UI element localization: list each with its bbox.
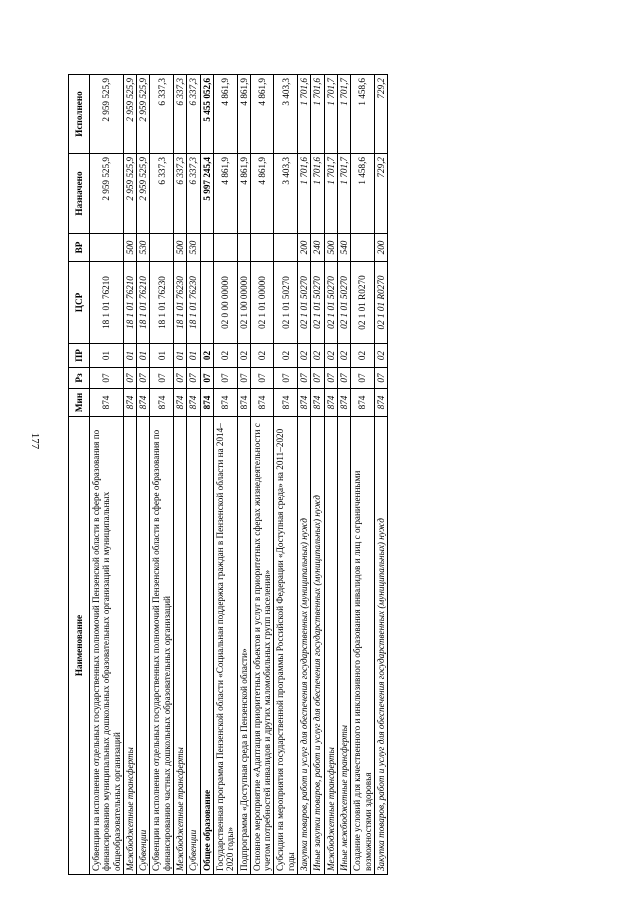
- cell-min: 874: [311, 389, 324, 417]
- cell-vr: [150, 234, 174, 262]
- cell-assigned: 1 458,6: [351, 154, 375, 234]
- cell-vr: 200: [374, 234, 387, 262]
- cell-rz: 07: [213, 368, 237, 389]
- cell-executed: 6 337,3: [150, 75, 174, 154]
- cell-min: 874: [187, 389, 200, 417]
- cell-pr: 02: [311, 344, 324, 368]
- cell-min: 874: [123, 389, 136, 417]
- cell-assigned: 6 337,3: [150, 154, 174, 234]
- cell-rz: 07: [250, 368, 274, 389]
- cell-csr: 02 1 01 50270: [324, 262, 337, 344]
- table-row: [174, 75, 187, 875]
- cell-name: Межбюджетные трансферты: [174, 417, 187, 875]
- cell-csr: 18 1 01 76230: [174, 262, 187, 344]
- cell-rz: 07: [374, 368, 387, 389]
- cell-name: Субвенции на исполнение отдельных государственных полномочий Пензенской области в сфере образования по финансированию муниципальных дошкольных образовательных организаций и муниципальных общеобразовательных организаций: [90, 417, 124, 875]
- cell-assigned: 2 959 525,9: [90, 154, 124, 234]
- cell-rz: 07: [311, 368, 324, 389]
- cell-name: Общее образование: [200, 417, 213, 875]
- cell-csr: 02 1 01 50270: [274, 262, 298, 344]
- cell-assigned: 3 403,3: [274, 154, 298, 234]
- cell-csr: 02 1 01 50270: [311, 262, 324, 344]
- cell-assigned: 2 959 525,9: [123, 154, 136, 234]
- table-row: [200, 75, 213, 875]
- cell-min: 874: [150, 389, 174, 417]
- cell-pr: 01: [123, 344, 136, 368]
- cell-min: 874: [90, 389, 124, 417]
- cell-rz: 07: [200, 368, 213, 389]
- cell-executed: 4 861,9: [250, 75, 274, 154]
- cell-rz: 07: [187, 368, 200, 389]
- cell-pr: 02: [213, 344, 237, 368]
- cell-csr: 18 1 01 76230: [150, 262, 174, 344]
- cell-name: Субвенции на исполнение отдельных государственных полномочий Пензенской области в сфере образования по финансированию частных дошкольных образовательных организаций: [150, 417, 174, 875]
- cell-min: 874: [137, 389, 150, 417]
- cell-min: 874: [213, 389, 237, 417]
- cell-csr: 18 1 01 76210: [137, 262, 150, 344]
- cell-assigned: 4 861,9: [250, 154, 274, 234]
- cell-executed: 2 959 525,9: [123, 75, 136, 154]
- cell-min: 874: [337, 389, 350, 417]
- cell-rz: 07: [274, 368, 298, 389]
- cell-executed: 1 458,6: [351, 75, 375, 154]
- budget-table: [68, 74, 388, 875]
- table-row: [213, 75, 237, 875]
- cell-csr: 18 1 01 76230: [187, 262, 200, 344]
- cell-pr: 02: [374, 344, 387, 368]
- cell-min: 874: [274, 389, 298, 417]
- cell-rz: 07: [337, 368, 350, 389]
- cell-rz: 07: [237, 368, 250, 389]
- table-row: [311, 75, 324, 875]
- cell-rz: 07: [123, 368, 136, 389]
- cell-name: Создание условий для качественного и инклюзивного образования инвалидов и лиц с ограниченными возможностями здоровья: [351, 417, 375, 875]
- cell-pr: 02: [337, 344, 350, 368]
- cell-vr: [351, 234, 375, 262]
- cell-pr: 02: [351, 344, 375, 368]
- cell-min: 874: [324, 389, 337, 417]
- cell-name: Субвенции: [187, 417, 200, 875]
- cell-executed: 1 701,6: [298, 75, 311, 154]
- table-row: [298, 75, 311, 875]
- table-row: [187, 75, 200, 875]
- cell-name: Подпрограмма «Доступная среда в Пензенской области»: [237, 417, 250, 875]
- cell-executed: 2 959 525,9: [90, 75, 124, 154]
- table-row: [351, 75, 375, 875]
- cell-vr: [90, 234, 124, 262]
- cell-vr: 540: [337, 234, 350, 262]
- cell-vr: 240: [311, 234, 324, 262]
- cell-min: 874: [250, 389, 274, 417]
- rotated-table-wrapper: [68, 75, 570, 875]
- table-header-row: [69, 75, 90, 875]
- cell-min: 874: [374, 389, 387, 417]
- header-executed: Исполнено: [69, 75, 90, 154]
- cell-pr: 02: [274, 344, 298, 368]
- cell-name: Иные межбюджетные трансферты: [337, 417, 350, 875]
- header-rz: Рз: [69, 368, 90, 389]
- cell-assigned: 1 701,6: [298, 154, 311, 234]
- cell-name: Субвенции: [137, 417, 150, 875]
- cell-rz: 07: [324, 368, 337, 389]
- table-row: [337, 75, 350, 875]
- cell-pr: 02: [237, 344, 250, 368]
- cell-min: 874: [200, 389, 213, 417]
- cell-assigned: 5 997 245,4: [200, 154, 213, 234]
- table-row: [90, 75, 124, 875]
- cell-csr: 18 1 01 76210: [123, 262, 136, 344]
- table-row: [237, 75, 250, 875]
- cell-assigned: 1 701,6: [311, 154, 324, 234]
- header-assigned: Назначено: [69, 154, 90, 234]
- cell-executed: 3 403,3: [274, 75, 298, 154]
- header-csr: ЦСР: [69, 262, 90, 344]
- cell-executed: 6 337,3: [174, 75, 187, 154]
- table-row: [250, 75, 274, 875]
- cell-name: Закупка товаров, работ и услуг для обеспечения государственных (муниципальных) нужд: [374, 417, 387, 875]
- cell-executed: 1 701,6: [311, 75, 324, 154]
- cell-vr: 500: [123, 234, 136, 262]
- cell-csr: 02 1 01 50270: [298, 262, 311, 344]
- page-number: 177: [29, 432, 41, 450]
- cell-min: 874: [174, 389, 187, 417]
- cell-name: Закупка товаров, работ и услуг для обеспечения государственных (муниципальных) нужд: [298, 417, 311, 875]
- cell-executed: 2 959 525,9: [137, 75, 150, 154]
- cell-pr: 01: [150, 344, 174, 368]
- cell-pr: 01: [90, 344, 124, 368]
- cell-csr: [200, 262, 213, 344]
- cell-name: Межбюджетные трансферты: [324, 417, 337, 875]
- cell-name: Основное мероприятие «Адаптация приоритетных объектов и услуг в приоритетных сферах жизнедеятельности с учетом потребностей инвалидов и других маломобильных групп населения»: [250, 417, 274, 875]
- cell-pr: 01: [137, 344, 150, 368]
- cell-csr: 02 1 00 00000: [237, 262, 250, 344]
- cell-rz: 07: [90, 368, 124, 389]
- cell-vr: [274, 234, 298, 262]
- cell-pr: 02: [324, 344, 337, 368]
- cell-executed: 5 455 052,6: [200, 75, 213, 154]
- table-body: [90, 75, 388, 875]
- cell-vr: [250, 234, 274, 262]
- cell-pr: 01: [187, 344, 200, 368]
- table-row: [150, 75, 174, 875]
- cell-pr: 02: [200, 344, 213, 368]
- cell-csr: 02 1 01 00000: [250, 262, 274, 344]
- cell-rz: 07: [351, 368, 375, 389]
- header-vr: ВР: [69, 234, 90, 262]
- cell-executed: 1 701,7: [337, 75, 350, 154]
- table-row: [374, 75, 387, 875]
- cell-min: 874: [237, 389, 250, 417]
- cell-assigned: 1 701,7: [337, 154, 350, 234]
- cell-pr: 02: [298, 344, 311, 368]
- cell-vr: 530: [137, 234, 150, 262]
- cell-vr: 200: [298, 234, 311, 262]
- cell-vr: [237, 234, 250, 262]
- cell-assigned: 729,2: [374, 154, 387, 234]
- cell-assigned: 4 861,9: [213, 154, 237, 234]
- cell-rz: 07: [298, 368, 311, 389]
- cell-name: Государственная программа Пензенской области «Социальная поддержка граждан в Пензенской области на 2014–2020 годы»: [213, 417, 237, 875]
- cell-executed: 4 861,9: [237, 75, 250, 154]
- cell-executed: 729,2: [374, 75, 387, 154]
- cell-rz: 07: [137, 368, 150, 389]
- cell-name: Субсидии на мероприятия государственной программы Российской Федерации «Доступная среда» на 2011–2020 годы: [274, 417, 298, 875]
- cell-vr: 530: [187, 234, 200, 262]
- cell-csr: 02 1 01 R0270: [351, 262, 375, 344]
- cell-vr: [213, 234, 237, 262]
- table-row: [324, 75, 337, 875]
- header-name: Наименование: [69, 417, 90, 875]
- cell-csr: 02 1 01 50270: [337, 262, 350, 344]
- cell-min: 874: [298, 389, 311, 417]
- cell-vr: 500: [324, 234, 337, 262]
- table-row: [137, 75, 150, 875]
- cell-assigned: 4 861,9: [237, 154, 250, 234]
- cell-rz: 07: [150, 368, 174, 389]
- cell-executed: 6 337,3: [187, 75, 200, 154]
- cell-assigned: 6 337,3: [187, 154, 200, 234]
- cell-csr: 18 1 01 76210: [90, 262, 124, 344]
- table-row: [274, 75, 298, 875]
- cell-rz: 07: [174, 368, 187, 389]
- cell-vr: [200, 234, 213, 262]
- cell-pr: 01: [174, 344, 187, 368]
- header-min: Мин: [69, 389, 90, 417]
- cell-vr: 500: [174, 234, 187, 262]
- cell-csr: 02 0 00 00000: [213, 262, 237, 344]
- table-row: [123, 75, 136, 875]
- cell-min: 874: [351, 389, 375, 417]
- header-pr: ПР: [69, 344, 90, 368]
- cell-name: Иные закупки товаров, работ и услуг для обеспечения государственных (муниципальных) нужд: [311, 417, 324, 875]
- cell-executed: 4 861,9: [213, 75, 237, 154]
- cell-assigned: 2 959 525,9: [137, 154, 150, 234]
- cell-name: Межбюджетные трансферты: [123, 417, 136, 875]
- cell-assigned: 6 337,3: [174, 154, 187, 234]
- cell-csr: 02 1 01 R0270: [374, 262, 387, 344]
- cell-assigned: 1 701,7: [324, 154, 337, 234]
- cell-pr: 02: [250, 344, 274, 368]
- cell-executed: 1 701,7: [324, 75, 337, 154]
